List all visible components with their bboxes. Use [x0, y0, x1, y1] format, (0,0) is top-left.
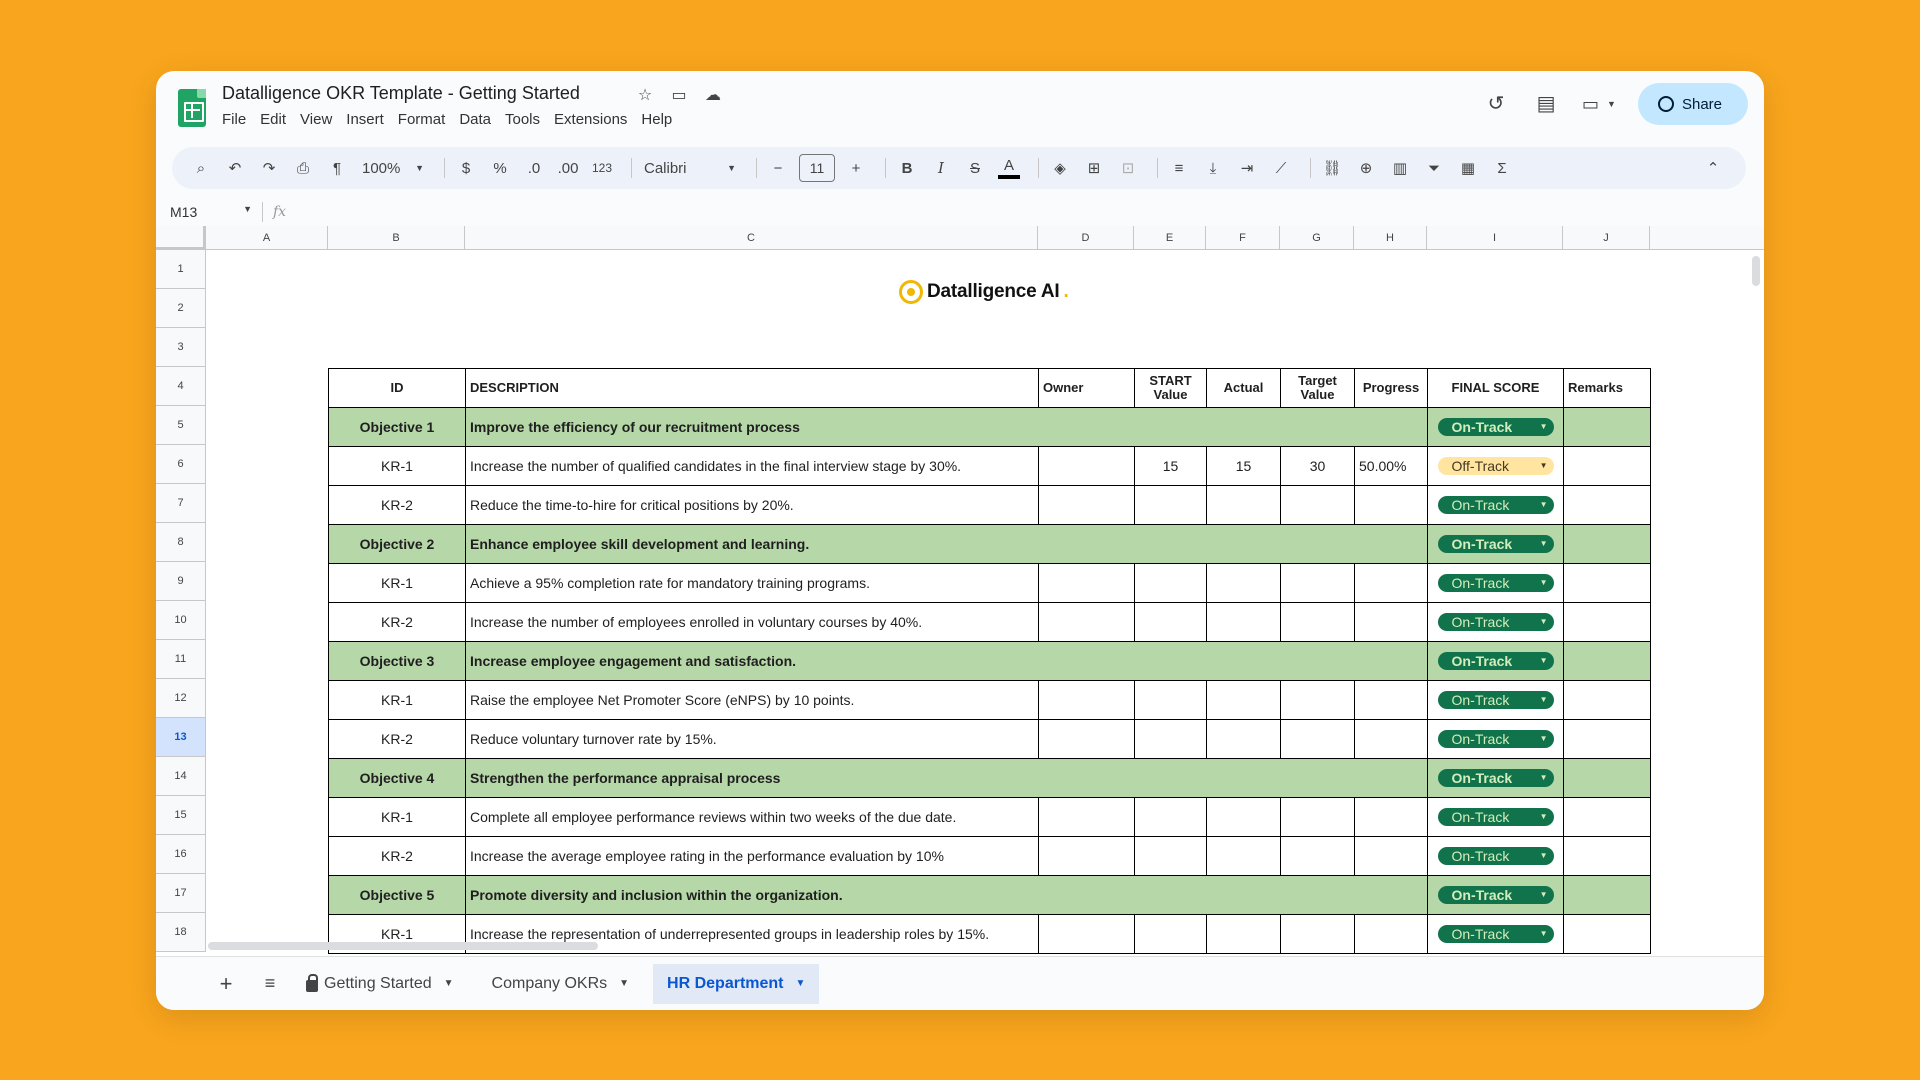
cell-remarks[interactable] [1564, 564, 1651, 603]
cell-reference: M13 [170, 204, 198, 220]
cell-description[interactable]: Increase the representation of underrepresented groups in leadership roles by 15%. [466, 915, 1039, 954]
fill-color-icon[interactable]: ◈ [1054, 160, 1066, 177]
decrease-decimal-button[interactable]: .0 [527, 159, 541, 177]
row-header-8[interactable]: 8 [156, 523, 206, 562]
collapse-toolbar-icon[interactable]: ⌃ [1706, 160, 1720, 177]
toolbar-divider [756, 158, 757, 178]
chevron-down-icon: ▼ [1539, 929, 1548, 938]
menu-data[interactable]: Data [459, 111, 491, 128]
sheet-tab-bar [156, 956, 1764, 1010]
cell-actual[interactable] [1207, 837, 1281, 876]
cell-start-value[interactable] [1135, 837, 1207, 876]
cell-final-score[interactable] [1428, 642, 1564, 681]
brand-name: Datalligence AI [927, 281, 1060, 302]
row-header-4[interactable]: 4 [156, 367, 206, 406]
cell-start-value[interactable]: 15 [1135, 447, 1207, 486]
column-header-j[interactable]: J [1563, 226, 1650, 250]
cell-progress[interactable] [1355, 681, 1428, 720]
cell-owner[interactable] [1039, 915, 1135, 954]
cell-start-value[interactable] [1135, 915, 1207, 954]
status-dropdown-chip[interactable] [1438, 652, 1554, 670]
chevron-down-icon: ▼ [1539, 500, 1548, 509]
text-rotation-icon[interactable]: ⟋ [1275, 159, 1287, 177]
cell-actual[interactable]: 15 [1207, 447, 1281, 486]
cell-owner[interactable] [1039, 603, 1135, 642]
toolbar-divider [885, 158, 886, 178]
cell-final-score[interactable] [1428, 798, 1564, 837]
text-color-button[interactable] [996, 154, 1022, 182]
cell-description[interactable]: Raise the employee Net Promoter Score (eNPS) by 10 points. [466, 681, 1039, 720]
status-label: On-Track [1451, 497, 1510, 513]
cell-remarks[interactable] [1564, 525, 1651, 564]
cell-progress[interactable] [1355, 564, 1428, 603]
row-header-16[interactable]: 16 [156, 835, 206, 874]
status-dropdown-chip[interactable] [1438, 574, 1554, 592]
meet-button[interactable] [1582, 94, 1616, 115]
status-dropdown-chip[interactable] [1438, 691, 1554, 709]
functions-icon[interactable]: Σ [1497, 159, 1507, 177]
cell-description[interactable]: Complete all employee performance reviews within two weeks of the due date. [466, 798, 1039, 837]
cell-id[interactable]: KR-1 [329, 447, 466, 486]
cell-objective-description[interactable]: Enhance employee skill development and learning. [466, 525, 1428, 564]
star-icon[interactable]: ☆ [637, 87, 653, 104]
horizontal-scrollbar[interactable] [208, 942, 598, 950]
cell-start-value[interactable] [1135, 681, 1207, 720]
row-header-12[interactable]: 12 [156, 679, 206, 718]
cell-remarks[interactable] [1564, 408, 1651, 447]
cell-target-value[interactable] [1281, 486, 1355, 525]
cell-remarks[interactable] [1564, 681, 1651, 720]
move-folder-icon[interactable]: ▭ [671, 87, 687, 104]
row-header-10[interactable]: 10 [156, 601, 206, 640]
status-dropdown-chip[interactable] [1438, 769, 1554, 787]
cell-actual[interactable] [1207, 798, 1281, 837]
cell-description[interactable]: Increase the number of qualified candidates in the final interview stage by 30%. [466, 447, 1039, 486]
chevron-down-icon[interactable]: ▼ [795, 978, 806, 989]
cell-final-score[interactable] [1428, 837, 1564, 876]
formula-bar [156, 197, 1764, 227]
column-header-c[interactable]: C [465, 226, 1038, 250]
vertical-align-icon[interactable]: ⤓ [1209, 159, 1217, 177]
cell-target-value[interactable] [1281, 720, 1355, 759]
objective-row [329, 642, 1651, 681]
status-dropdown-chip[interactable] [1438, 847, 1554, 865]
cell-progress[interactable]: 50.00% [1355, 447, 1428, 486]
cell-final-score[interactable] [1428, 408, 1564, 447]
target-icon [899, 280, 923, 304]
tab-getting-started[interactable] [292, 964, 468, 1004]
toolbar-divider [1157, 158, 1158, 178]
text-wrapping-icon[interactable]: ⇥ [1240, 160, 1254, 177]
cell-final-score[interactable] [1428, 759, 1564, 798]
row-header-15[interactable]: 15 [156, 796, 206, 835]
column-header-f[interactable]: F [1206, 226, 1280, 250]
cell-final-score[interactable] [1428, 603, 1564, 642]
cell-remarks[interactable] [1564, 876, 1651, 915]
cell-id[interactable]: Objective 4 [329, 759, 466, 798]
key-result-row [329, 837, 1651, 876]
cell-actual[interactable] [1207, 915, 1281, 954]
cell-final-score[interactable] [1428, 564, 1564, 603]
chevron-down-icon: ▼ [1539, 578, 1548, 587]
column-header-i[interactable]: I [1427, 226, 1563, 250]
title-bar [156, 71, 1764, 141]
status-label: On-Track [1451, 536, 1513, 552]
increase-decimal-button[interactable]: .00 [557, 159, 579, 177]
cell-final-score[interactable] [1428, 876, 1564, 915]
key-result-row [329, 564, 1651, 603]
chevron-down-icon[interactable]: ▼ [619, 978, 630, 989]
cell-owner[interactable] [1039, 837, 1135, 876]
cell-final-score[interactable] [1428, 525, 1564, 564]
menu-file[interactable]: File [222, 111, 247, 128]
brand-logo [899, 280, 1069, 304]
cell-objective-description[interactable]: Improve the efficiency of our recruitment process [466, 408, 1428, 447]
toolbar-divider [1038, 158, 1039, 178]
cell-id[interactable]: KR-1 [329, 915, 466, 954]
chevron-down-icon: ▼ [415, 163, 424, 173]
cell-id[interactable]: Objective 3 [329, 642, 466, 681]
row-header-18[interactable]: 18 [156, 913, 206, 952]
cell-owner[interactable] [1039, 720, 1135, 759]
version-history-icon[interactable]: ↺ [1487, 93, 1505, 115]
formula-divider [262, 202, 263, 222]
toolbar-divider [631, 158, 632, 178]
filter-views-icon[interactable]: ▦ [1460, 160, 1476, 177]
cell-id[interactable]: KR-2 [329, 720, 466, 759]
row-header-17[interactable]: 17 [156, 874, 206, 913]
status-label: On-Track [1451, 926, 1510, 942]
cell-description[interactable]: Increase the number of employees enrolled in voluntary courses by 40%. [466, 603, 1039, 642]
chevron-down-icon: ▼ [1539, 461, 1548, 470]
video-camera-icon: ▭ [1582, 93, 1600, 114]
font-select[interactable] [640, 154, 740, 182]
objective-row [329, 759, 1651, 798]
cell-actual[interactable] [1207, 603, 1281, 642]
column-header-a[interactable]: A [206, 226, 328, 250]
status-dropdown-chip[interactable] [1438, 457, 1554, 475]
header-description[interactable]: DESCRIPTION [466, 369, 1039, 408]
status-label: On-Track [1451, 614, 1510, 630]
cell-start-value[interactable] [1135, 603, 1207, 642]
row-header-9[interactable]: 9 [156, 562, 206, 601]
toolbar-divider [1310, 158, 1311, 178]
decrease-font-size-icon[interactable]: − [773, 159, 783, 177]
chevron-down-icon: ▼ [1539, 656, 1548, 665]
chevron-down-icon: ▼ [727, 163, 736, 173]
chevron-down-icon: ▼ [1607, 99, 1616, 109]
insert-chart-icon[interactable]: ▥ [1392, 160, 1408, 177]
chevron-down-icon: ▼ [243, 204, 252, 214]
cell-id[interactable]: KR-2 [329, 486, 466, 525]
menu-help[interactable]: Help [641, 111, 673, 128]
paint-format-icon[interactable]: ¶ [332, 159, 342, 177]
cell-id[interactable]: Objective 2 [329, 525, 466, 564]
strikethrough-button[interactable]: S [969, 159, 980, 177]
share-label: Share [1681, 95, 1722, 113]
toolbar [172, 147, 1746, 189]
comments-icon[interactable]: ▤ [1536, 93, 1556, 115]
key-result-row [329, 447, 1651, 486]
status-label: On-Track [1451, 809, 1510, 825]
cell-id[interactable]: KR-1 [329, 798, 466, 837]
undo-icon[interactable]: ↶ [228, 160, 242, 177]
tab-label: Company OKRs [491, 974, 608, 992]
cell-objective-description[interactable]: Strengthen the performance appraisal process [466, 759, 1428, 798]
row-header-7[interactable]: 7 [156, 484, 206, 523]
currency-format-button[interactable]: $ [461, 159, 471, 177]
cell-remarks[interactable] [1564, 759, 1651, 798]
menu-extensions[interactable]: Extensions [554, 111, 628, 128]
row-header-3[interactable]: 3 [156, 328, 206, 367]
horizontal-align-icon[interactable]: ≡ [1174, 159, 1184, 177]
cell-id[interactable]: Objective 5 [329, 876, 466, 915]
lock-icon [306, 980, 318, 992]
cell-objective-description[interactable]: Promote diversity and inclusion within the organization. [466, 876, 1428, 915]
objective-row [329, 525, 1651, 564]
name-box[interactable] [156, 204, 252, 220]
vertical-scrollbar[interactable] [1752, 256, 1760, 286]
row-header-11[interactable]: 11 [156, 640, 206, 679]
bold-button[interactable]: B [901, 159, 913, 177]
font-name: Calibri [644, 159, 687, 177]
chevron-down-icon[interactable]: ▼ [443, 978, 454, 989]
cell-remarks[interactable] [1564, 720, 1651, 759]
cell-final-score[interactable] [1428, 486, 1564, 525]
chevron-down-icon: ▼ [1539, 617, 1548, 626]
globe-icon [1658, 96, 1674, 112]
menu-edit[interactable]: Edit [260, 111, 287, 128]
chevron-down-icon: ▼ [1539, 773, 1548, 782]
status-label: On-Track [1451, 575, 1510, 591]
cell-description[interactable]: Reduce voluntary turnover rate by 15%. [466, 720, 1039, 759]
row-header-13[interactable]: 13 [156, 718, 206, 757]
cell-actual[interactable] [1207, 564, 1281, 603]
status-label: Off-Track [1451, 458, 1510, 474]
italic-button[interactable]: I [938, 159, 944, 177]
cell-id[interactable]: KR-2 [329, 603, 466, 642]
key-result-row [329, 798, 1651, 837]
cell-remarks[interactable] [1564, 486, 1651, 525]
insert-comment-icon[interactable]: ⊕ [1359, 160, 1373, 177]
select-all-corner[interactable] [156, 226, 206, 250]
font-size-input[interactable]: 11 [799, 154, 835, 182]
cell-id[interactable]: KR-1 [329, 681, 466, 720]
text-color-letter: A [1003, 157, 1014, 174]
status-label: On-Track [1451, 770, 1513, 786]
cell-description[interactable]: Achieve a 95% completion rate for mandatory training programs. [466, 564, 1039, 603]
cell-target-value[interactable]: 30 [1281, 447, 1355, 486]
key-result-row [329, 603, 1651, 642]
cell-remarks[interactable] [1564, 915, 1651, 954]
chevron-down-icon: ▼ [1539, 851, 1548, 860]
insert-link-icon[interactable]: ⛓ [1322, 160, 1342, 177]
menu-tools[interactable]: Tools [505, 111, 541, 128]
cell-progress[interactable] [1355, 486, 1428, 525]
cell-remarks[interactable] [1564, 837, 1651, 876]
chevron-down-icon: ▼ [1539, 539, 1548, 548]
spreadsheet-grid[interactable] [156, 226, 1764, 956]
cloud-status-icon[interactable]: ☁ [705, 87, 721, 104]
status-dropdown-chip[interactable] [1438, 730, 1554, 748]
tab-label: Getting Started [324, 974, 432, 992]
menu-view[interactable]: View [300, 111, 333, 128]
cell-remarks[interactable] [1564, 642, 1651, 681]
filter-icon[interactable]: ⏷ [1427, 159, 1440, 177]
print-icon[interactable]: ⎙ [296, 159, 309, 177]
cell-target-value[interactable] [1281, 798, 1355, 837]
cell-final-score[interactable] [1428, 915, 1564, 954]
tab-company-okrs[interactable] [478, 964, 644, 1004]
status-label: On-Track [1451, 653, 1513, 669]
cell-start-value[interactable] [1135, 720, 1207, 759]
zoom-select[interactable] [358, 154, 428, 182]
menu-format[interactable]: Format [397, 111, 446, 128]
sheets-logo-icon[interactable] [178, 89, 206, 127]
okr-table-body [329, 408, 1651, 954]
cell-final-score[interactable] [1428, 720, 1564, 759]
cell-progress[interactable] [1355, 837, 1428, 876]
cell-description[interactable]: Reduce the time-to-hire for critical positions by 20%. [466, 486, 1039, 525]
table-header-row [329, 369, 1651, 408]
fx-icon: fx [273, 204, 287, 220]
key-result-row [329, 681, 1651, 720]
cell-actual[interactable] [1207, 486, 1281, 525]
cell-actual[interactable] [1207, 720, 1281, 759]
cell-target-value[interactable] [1281, 837, 1355, 876]
header-progress[interactable]: Progress [1355, 369, 1428, 408]
header-final-score[interactable]: FINAL SCORE [1428, 369, 1564, 408]
chevron-down-icon: ▼ [1539, 695, 1548, 704]
status-label: On-Track [1451, 731, 1510, 747]
row-header-6[interactable]: 6 [156, 445, 206, 484]
header-actual[interactable]: Actual [1207, 369, 1281, 408]
cell-start-value[interactable] [1135, 486, 1207, 525]
column-header-b[interactable]: B [328, 226, 465, 250]
status-dropdown-chip[interactable] [1438, 925, 1554, 943]
cell-progress[interactable] [1355, 915, 1428, 954]
row-header-14[interactable]: 14 [156, 757, 206, 796]
document-title[interactable]: Datalligence OKR Template - Getting Started [222, 83, 580, 103]
row-header-5[interactable]: 5 [156, 406, 206, 445]
add-sheet-icon[interactable]: + [219, 970, 233, 996]
status-dropdown-chip[interactable] [1438, 808, 1554, 826]
header-remarks[interactable]: Remarks [1564, 369, 1651, 408]
objective-row [329, 876, 1651, 915]
cell-start-value[interactable] [1135, 564, 1207, 603]
cell-id[interactable]: Objective 1 [329, 408, 466, 447]
share-button[interactable] [1638, 83, 1748, 125]
redo-icon[interactable]: ↷ [262, 160, 276, 177]
status-dropdown-chip[interactable] [1438, 535, 1554, 553]
cell-progress[interactable] [1355, 603, 1428, 642]
status-label: On-Track [1451, 887, 1513, 903]
cell-owner[interactable] [1039, 564, 1135, 603]
status-dropdown-chip[interactable] [1438, 613, 1554, 631]
cell-progress[interactable] [1355, 798, 1428, 837]
cell-remarks[interactable] [1564, 447, 1651, 486]
chevron-down-icon: ▼ [1539, 422, 1548, 431]
more-formats-button[interactable]: 123 [591, 161, 613, 175]
cell-remarks[interactable] [1564, 798, 1651, 837]
all-sheets-icon[interactable]: ≡ [264, 973, 276, 993]
cell-id[interactable]: KR-2 [329, 837, 466, 876]
okr-table [328, 368, 1651, 954]
cell-description[interactable]: Increase the average employee rating in the performance evaluation by 10% [466, 837, 1039, 876]
sheets-window [156, 71, 1764, 1010]
cell-final-score[interactable] [1428, 447, 1564, 486]
column-header-h[interactable]: H [1354, 226, 1427, 250]
increase-font-size-icon[interactable]: + [851, 159, 861, 177]
column-header-e[interactable]: E [1134, 226, 1206, 250]
cell-target-value[interactable] [1281, 564, 1355, 603]
zoom-value: 100% [362, 159, 401, 177]
cell-target-value[interactable] [1281, 681, 1355, 720]
key-result-row [329, 486, 1651, 525]
brand-dot: . [1063, 281, 1069, 302]
cell-actual[interactable] [1207, 681, 1281, 720]
row-header-1[interactable]: 1 [156, 250, 206, 289]
tab-hr-department[interactable] [653, 964, 819, 1004]
search-menus-icon[interactable]: ⌕ [196, 159, 206, 177]
header-start-value[interactable]: START Value [1135, 369, 1207, 408]
cell-owner[interactable] [1039, 447, 1135, 486]
objective-row [329, 408, 1651, 447]
merge-cells-icon[interactable]: ⊡ [1121, 160, 1135, 177]
status-label: On-Track [1451, 848, 1510, 864]
chevron-down-icon: ▼ [1539, 890, 1548, 899]
menu-bar [222, 111, 686, 128]
percent-format-button[interactable]: % [493, 159, 507, 177]
toolbar-divider [444, 158, 445, 178]
cell-start-value[interactable] [1135, 798, 1207, 837]
row-header-2[interactable]: 2 [156, 289, 206, 328]
text-color-swatch [998, 175, 1020, 179]
column-header-d[interactable]: D [1038, 226, 1134, 250]
status-label: On-Track [1451, 419, 1513, 435]
header-owner[interactable]: Owner [1039, 369, 1135, 408]
status-dropdown-chip[interactable] [1438, 418, 1554, 436]
cell-remarks[interactable] [1564, 603, 1651, 642]
header-id[interactable]: ID [329, 369, 466, 408]
cell-owner[interactable] [1039, 798, 1135, 837]
column-header-g[interactable]: G [1280, 226, 1354, 250]
status-label: On-Track [1451, 692, 1510, 708]
cell-progress[interactable] [1355, 720, 1428, 759]
cell-id[interactable]: KR-1 [329, 564, 466, 603]
column-headers [156, 226, 1764, 250]
cell-owner[interactable] [1039, 681, 1135, 720]
menu-insert[interactable]: Insert [346, 111, 384, 128]
chevron-down-icon: ▼ [1539, 812, 1548, 821]
status-dropdown-chip[interactable] [1438, 886, 1554, 904]
cell-owner[interactable] [1039, 486, 1135, 525]
status-dropdown-chip[interactable] [1438, 496, 1554, 514]
cell-target-value[interactable] [1281, 603, 1355, 642]
cell-final-score[interactable] [1428, 681, 1564, 720]
borders-icon[interactable]: ⊞ [1087, 160, 1101, 177]
chevron-down-icon: ▼ [1539, 734, 1548, 743]
tab-label: HR Department [667, 974, 784, 992]
cell-target-value[interactable] [1281, 915, 1355, 954]
key-result-row [329, 720, 1651, 759]
cell-objective-description[interactable]: Increase employee engagement and satisfaction. [466, 642, 1428, 681]
header-target-value[interactable]: Target Value [1281, 369, 1355, 408]
